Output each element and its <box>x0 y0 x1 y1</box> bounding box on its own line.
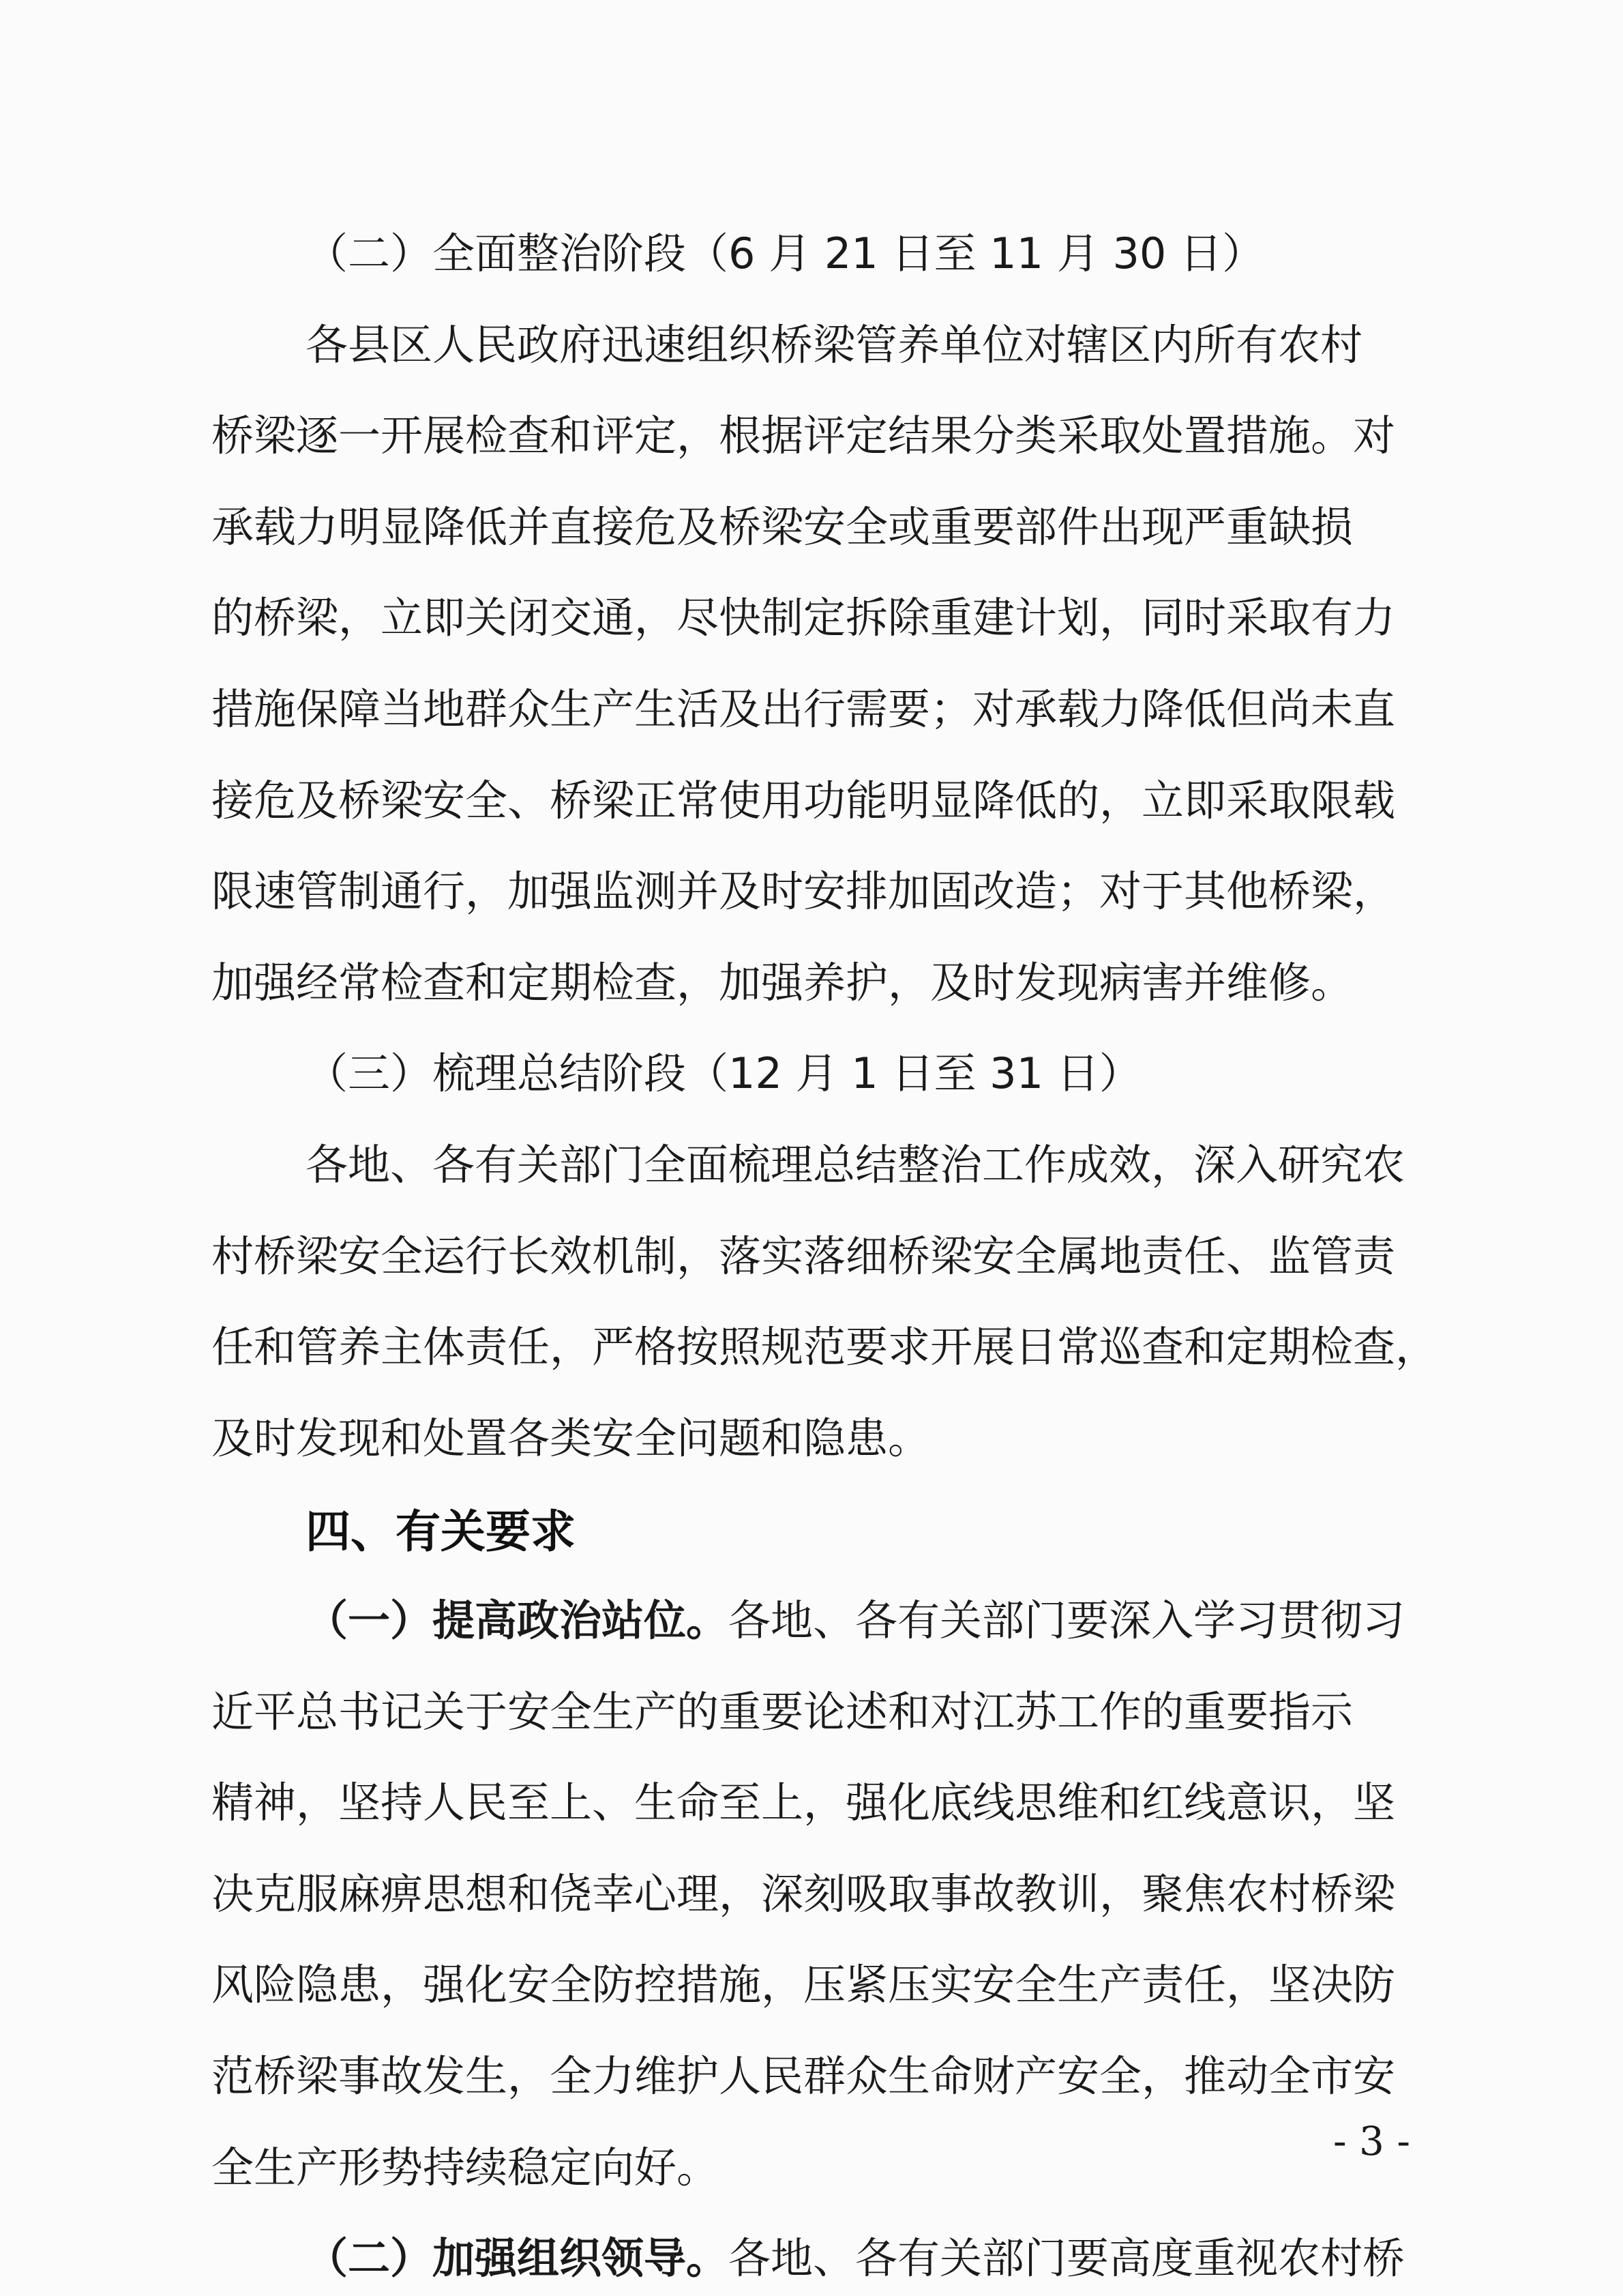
paragraph-line <box>211 1587 1526 1647</box>
paragraph-line: 的桥梁，立即关闭交通，尽快制定拆除重建计划，同时采取有力 <box>211 593 1396 643</box>
subsection-heading <box>211 1040 1526 1100</box>
paragraph-line: 桥梁逐一开展检查和评定，根据评定结果分类采取处置措施。对 <box>211 411 1396 460</box>
section-heading-text: 四、有关要求 <box>306 1505 576 1558</box>
paragraph-line: 决克服麻痹思想和侥幸心理，深刻吸取事故教训，聚焦农村桥梁 <box>211 1869 1396 1919</box>
paragraph-line: 风险隐患，强化安全防控措施，压紧压实安全生产责任，坚决防 <box>211 1960 1396 2010</box>
subsection-heading <box>211 220 1526 280</box>
paragraph-line: 村桥梁安全运行长效机制，落实落细桥梁安全属地责任、监管责 <box>211 1231 1396 1281</box>
paragraph-line: 限速管制通行，加强监测并及时安排加固改造；对于其他桥梁， <box>211 866 1396 916</box>
subsection-heading-text: （二）全面整治阶段（6 月 21 日至 11 月 30 日） <box>306 229 1265 278</box>
paragraph-line: 精神，坚持人民至上、生命至上，强化底线思维和红线意识，坚 <box>211 1778 1396 1827</box>
paragraph-line: 及时发现和处置各类安全问题和隐患。 <box>211 1413 931 1463</box>
subsection-heading-text: （三）梳理总结阶段（12 月 1 日至 31 日） <box>306 1048 1142 1098</box>
paragraph-line <box>211 2224 1526 2285</box>
paragraph-line: 各地、各有关部门全面梳理总结整治工作成效，深入研究农 <box>306 1140 1405 1190</box>
paragraph-lead: （二）加强组织领导。 <box>306 2233 729 2283</box>
paragraph-line: 承载力明显降低并直接危及桥梁安全或重要部件出现严重缺损 <box>211 502 1354 552</box>
paragraph-line: 接危及桥梁安全、桥梁正常使用功能明显降低的，立即采取限载 <box>211 776 1396 825</box>
paragraph-line: 全生产形势持续稳定向好。 <box>211 2143 719 2192</box>
section-heading <box>211 1495 1526 1560</box>
page-number: - 3 - <box>1333 2118 1410 2164</box>
paragraph-lead: （一）提高政治站位。 <box>306 1595 729 1645</box>
paragraph-line: 范桥梁事故发生，全力维护人民群众生命财产安全，推动全市安 <box>211 2051 1396 2101</box>
paragraph-text: 各地、各有关部门要高度重视农村桥 <box>728 2233 1405 2283</box>
paragraph-line: 加强经常检查和定期检查，加强养护，及时发现病害并维修。 <box>211 958 1354 1007</box>
paragraph-line: 措施保障当地群众生产生活及出行需要；对承载力降低但尚未直 <box>211 684 1396 734</box>
paragraph-line: 近平总书记关于安全生产的重要论述和对江苏工作的重要指示 <box>211 1687 1354 1737</box>
paragraph-text: 各地、各有关部门要深入学习贯彻习 <box>728 1595 1405 1645</box>
paragraph-line: 各县区人民政府迅速组织桥梁管养单位对辖区内所有农村 <box>306 320 1363 370</box>
paragraph-line: 任和管养主体责任，严格按照规范要求开展日常巡查和定期检查， <box>211 1322 1438 1372</box>
